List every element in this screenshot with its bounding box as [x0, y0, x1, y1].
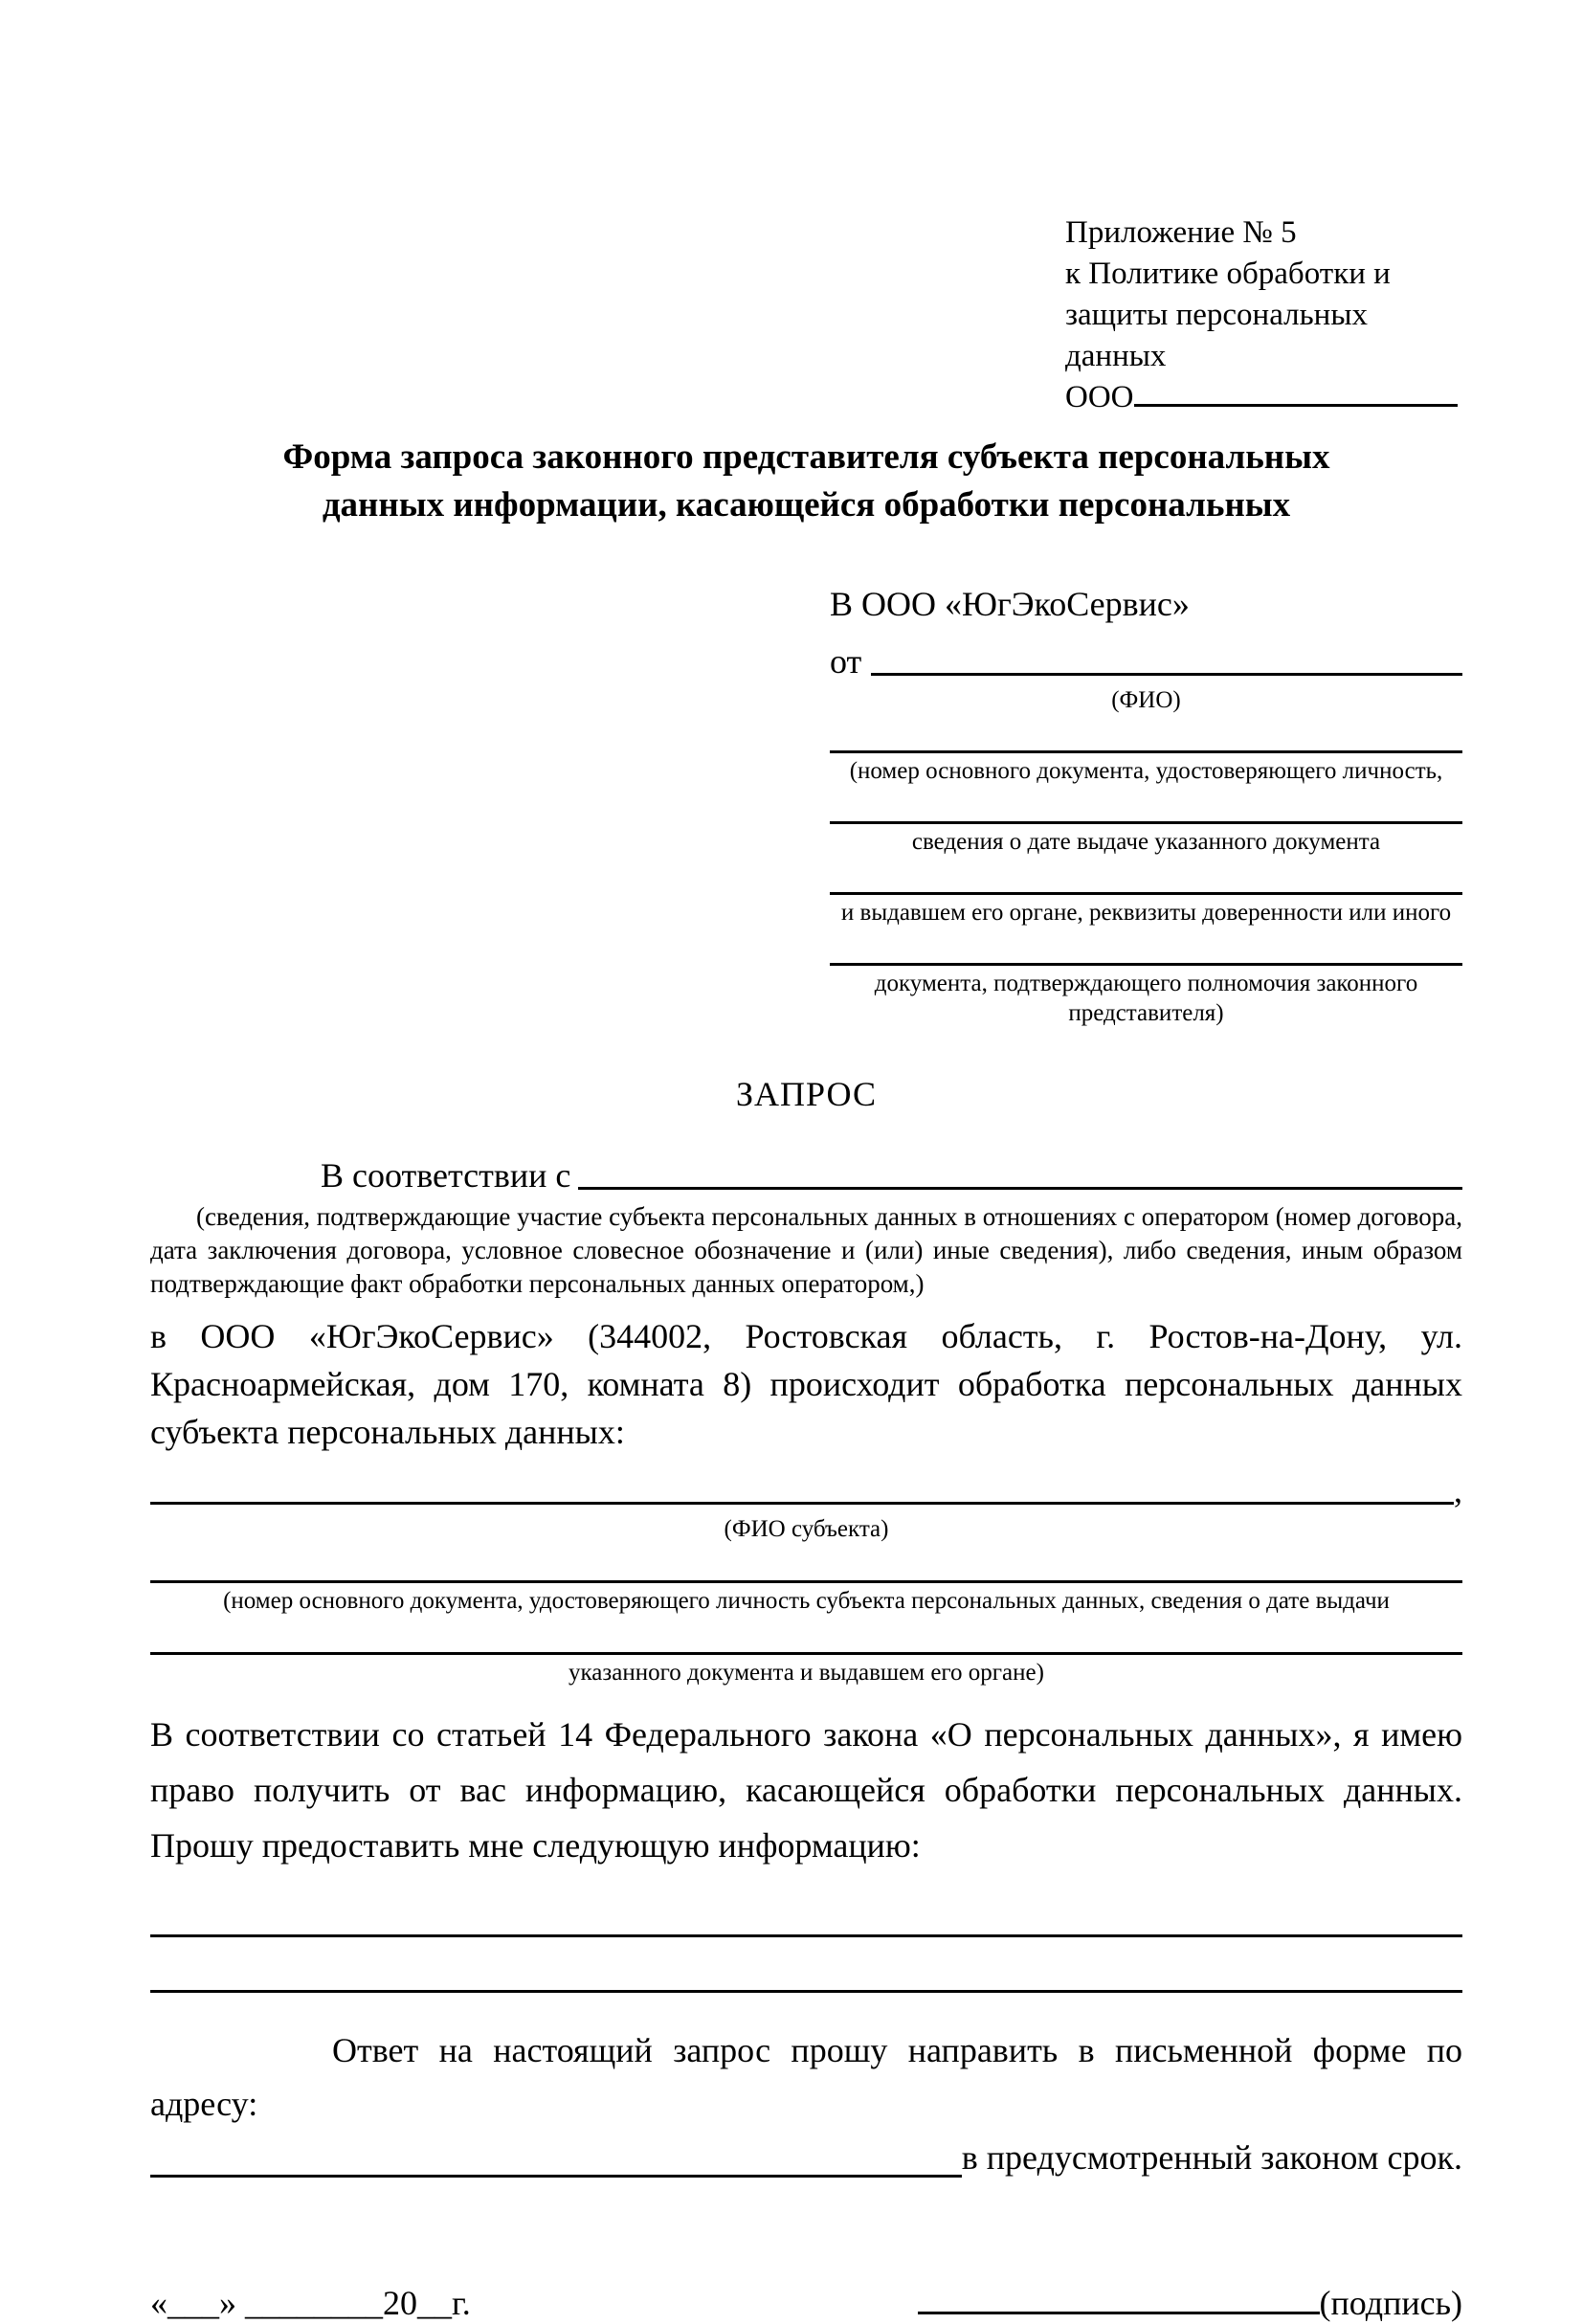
- subject-doc-caption1: (номер основного документа, удостоверяющего личность субъекта персональных данных, сведения о дате выдачи: [223, 1588, 1390, 1614]
- doc-issue-date-blank-line: [830, 821, 1462, 824]
- doc-authority-caption: и выдавшем его органе, реквизиты доверенности или иного: [840, 900, 1452, 926]
- doc-number-blank-line: [830, 750, 1462, 753]
- signature-blank-line: [918, 2312, 1320, 2314]
- signature-caption: (подпись): [1319, 2284, 1462, 2322]
- form-title: [150, 434, 1462, 529]
- subject-doc-blank-line2: [150, 1652, 1462, 1655]
- info-blank-line1: [150, 1934, 1462, 1937]
- subject-doc-blank-line1: [150, 1580, 1462, 1583]
- request-heading: ЗАПРОС: [736, 1075, 877, 1113]
- company-line: [1065, 377, 1462, 418]
- appendix-policy-line2: защиты персональных данных: [1065, 298, 1368, 373]
- doc-powers-caption: документа, подтверждающего полномочия законного представителя): [874, 971, 1418, 1026]
- subject-fio-row: [150, 1469, 1462, 1511]
- answer-address-blank-line: [150, 2131, 962, 2184]
- accordance-label: В соответствии с: [321, 1156, 571, 1195]
- law-paragraph: В соответствии со статьей 14 Федерального закона «О персональных данных», я имею право получить от вас информацию, касающейся обработки персональных данных. Прошу предоставить мне следующую информацию:: [150, 1715, 1462, 1865]
- company-label: ООО: [1065, 380, 1134, 414]
- doc-authority-blank-line: [830, 892, 1462, 895]
- addressee-company: В ООО «ЮгЭкоСервис»: [830, 585, 1190, 623]
- footer-row: [150, 2282, 1462, 2324]
- subject-fio-caption: (ФИО субъекта): [724, 1516, 889, 1542]
- form-title-line2: данных информации, касающейся обработки персональных: [322, 485, 1291, 525]
- operator-paragraph: в ООО «ЮгЭкоСервис» (344002, Ростовская область, г. Ростов-на-Дону, ул. Красноармейская, дом 170, комната 8) происходит обработка персональных данных субъекта персональных данных:: [150, 1317, 1462, 1451]
- form-title-line1: Форма запроса законного представителя субъекта персональных: [282, 437, 1330, 477]
- info-blank-line2: [150, 1990, 1462, 1993]
- addressee-block: [830, 583, 1462, 1028]
- answer-address-row: [150, 2131, 1462, 2184]
- fio-caption: (ФИО): [1111, 687, 1181, 713]
- from-blank-line: [871, 640, 1462, 682]
- answer-tail: в предусмотренный законом срок.: [961, 2138, 1462, 2177]
- from-label: от: [830, 642, 862, 681]
- appendix-number: Приложение № 5: [1065, 215, 1297, 250]
- accordance-note: (сведения, подтверждающие участие субъекта персональных данных в отношениях с оператором (номер договора, дата заключения договора, условное словесное обозначение и (или) иные сведения), либо сведения, иным образом подтверждающие факт обработки персональных данных оператором,): [150, 1202, 1462, 1298]
- date-line: «___» ________20__г.: [150, 2284, 471, 2322]
- appendix-header: [1065, 212, 1462, 418]
- company-blank-line: [1134, 403, 1458, 407]
- doc-issue-date-caption: сведения о дате выдаче указанного документа: [911, 829, 1381, 855]
- subject-fio-comma: ,: [1454, 1471, 1462, 1509]
- answer-paragraph: Ответ на настоящий запрос прошу направить в письменной форме по адресу:: [150, 2031, 1462, 2123]
- accordance-row: [150, 1154, 1462, 1196]
- subject-doc-caption2: указанного документа и выдавшем его органе): [569, 1660, 1044, 1686]
- doc-powers-blank-line: [830, 963, 1462, 966]
- accordance-blank-line: [578, 1154, 1462, 1196]
- doc-number-caption: (номер основного документа, удостоверяющего личность,: [849, 758, 1443, 784]
- signature-block: [918, 2282, 1462, 2324]
- from-row: [830, 640, 1462, 682]
- appendix-policy-line: к Политике обработки и: [1065, 257, 1391, 291]
- subject-fio-blank-line: [150, 1469, 1454, 1511]
